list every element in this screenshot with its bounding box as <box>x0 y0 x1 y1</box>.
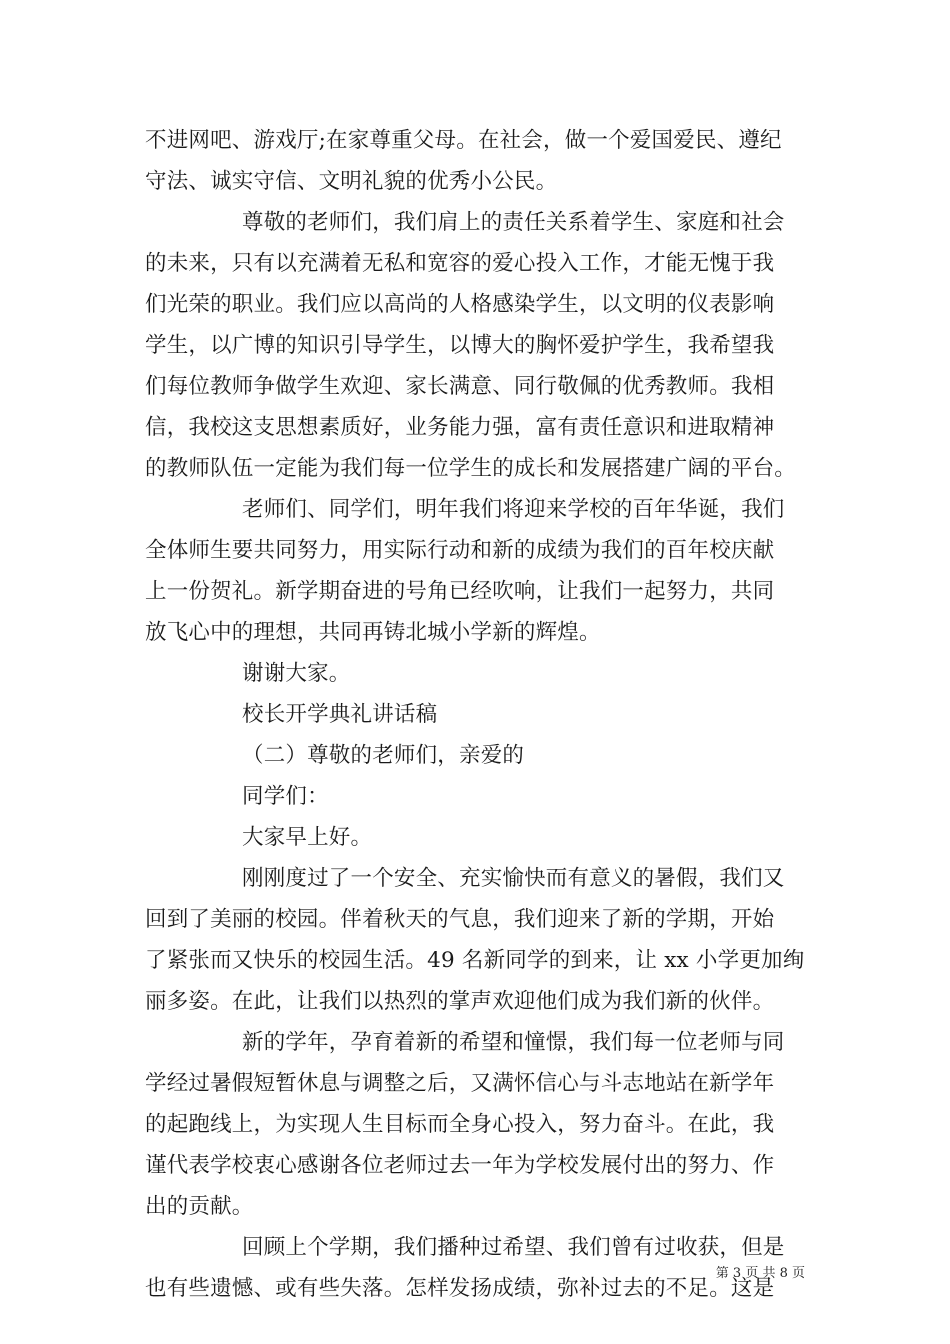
text-line: 刚刚度过了一个安全、充实愉快而有意义的暑假，我们又 <box>242 866 785 891</box>
text-line: 信，我校这支思想素质好，业务能力强，富有责任意识和进取精神 <box>145 415 775 440</box>
text-line: 的教师队伍一定能为我们每一位学生的成长和发展搭建广阔的平台。 <box>145 456 797 481</box>
text-line: 同学们： <box>242 784 329 809</box>
text-line: 不进网吧、游戏厅;在家尊重父母。在社会，做一个爱国爱民、遵纪 <box>145 128 782 153</box>
text-line: 新的学年，孕育着新的希望和憧憬，我们每一位老师与同 <box>242 1030 785 1055</box>
body-text <box>145 120 810 1309</box>
text-line: 大家早上好。 <box>242 825 373 850</box>
text-line: 校长开学典礼讲话稿 <box>242 702 438 727</box>
text-line: 谨代表学校衷心感谢各位老师过去一年为学校发展付出的努力、作 <box>145 1153 775 1178</box>
text-line: （二）尊敬的老师们，亲爱的 <box>242 743 525 768</box>
text-line: 全体师生要共同努力，用实际行动和新的成绩为我们的百年校庆献 <box>145 538 775 563</box>
text-line: 了紧张而又快乐的校园生活。49 名新同学的到来，让 xx 小学更加绚 <box>145 948 805 973</box>
text-line: 们光荣的职业。我们应以高尚的人格感染学生，以文明的仪表影响 <box>145 292 775 317</box>
text-line: 回顾上个学期，我们播种过希望、我们曾有过收获，但是 <box>242 1235 785 1260</box>
text-line: 放飞心中的理想，共同再铸北城小学新的辉煌。 <box>145 620 601 645</box>
text-line: 的起跑线上，为实现人生目标而全身心投入，努力奋斗。在此，我 <box>145 1112 775 1137</box>
text-line: 上一份贺礼。新学期奋进的号角已经吹响，让我们一起努力，共同 <box>145 579 775 604</box>
text-line: 学经过暑假短暂休息与调整之后，又满怀信心与斗志地站在新学年 <box>145 1071 775 1096</box>
text-line: 守法、诚实守信、文明礼貌的优秀小公民。 <box>145 169 558 194</box>
text-line: 们每位教师争做学生欢迎、家长满意、同行敬佩的优秀教师。我相 <box>145 374 775 399</box>
page-number: 第 3 页 共 8 页 <box>715 1266 805 1281</box>
text-line: 的未来，只有以充满着无私和宽容的爱心投入工作，才能无愧于我 <box>145 251 775 276</box>
text-line: 出的贡献。 <box>145 1194 254 1219</box>
text-line: 回到了美丽的校园。伴着秋天的气息，我们迎来了新的学期，开始 <box>145 907 775 932</box>
text-line: 学生，以广博的知识引导学生，以博大的胸怀爱护学生，我希望我 <box>145 333 775 358</box>
text-line: 老师们、同学们，明年我们将迎来学校的百年华诞，我们 <box>242 497 785 522</box>
text-line: 丽多姿。在此，让我们以热烈的掌声欢迎他们成为我们新的伙伴。 <box>145 989 775 1014</box>
text-line: 也有些遗憾、或有些失落。怎样发扬成绩，弥补过去的不足。这是 <box>145 1276 775 1301</box>
text-line: 谢谢大家。 <box>242 661 351 686</box>
text-line: 尊敬的老师们，我们肩上的责任关系着学生、家庭和社会 <box>242 210 785 235</box>
